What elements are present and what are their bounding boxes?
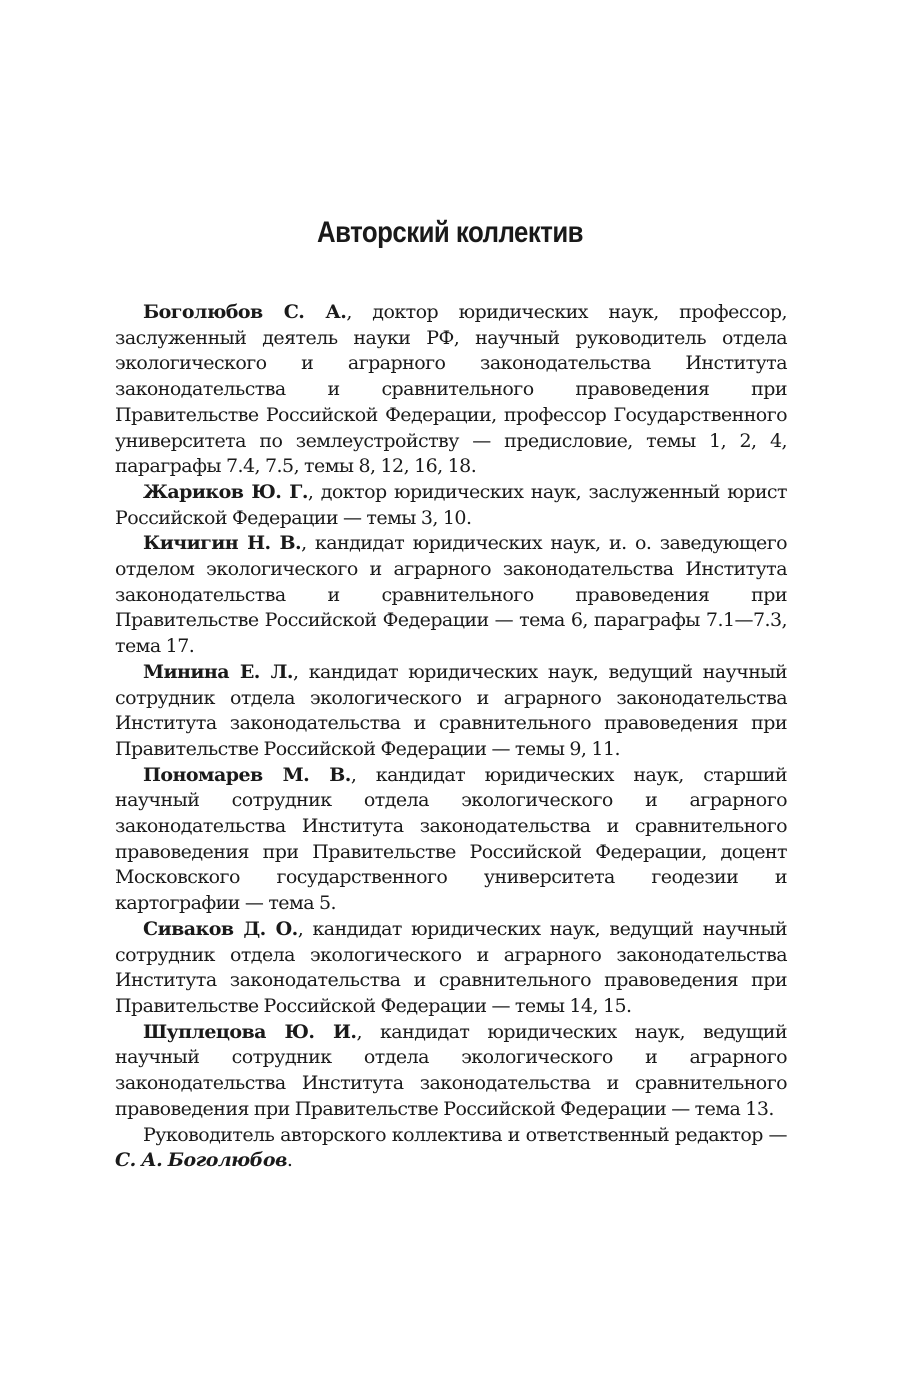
author-description: , кандидат юридических наук, ведущий научный сотрудник отдела экологического и аграрного законодательства Института законодательства и сравнительного правоведения при Правительстве Российской Федерации — темы 9, 11. <box>115 660 788 760</box>
author-entry <box>115 917 787 1020</box>
author-entry <box>115 763 787 917</box>
author-entry <box>115 300 787 480</box>
author-description: , доктор юридических наук, заслуженный юрист Российской Федерации — темы 3, 10. <box>115 480 787 529</box>
author-name: Шуплецова Ю. И. <box>143 1020 357 1043</box>
author-description: , кандидат юридических наук, и. о. заведующего отделом экологического и аграрного законодательства Института законодательства и сравнительного правоведения при Правительстве Российской Федерации — тема 6, параграфы 7.1—7.3, тема 17. <box>115 532 788 658</box>
authors-list <box>115 300 787 1174</box>
author-name: Боголюбов С. А. <box>143 301 347 323</box>
author-entry <box>115 531 787 660</box>
author-entry <box>115 480 787 531</box>
editor-name: С. А. Боголюбов <box>115 1149 287 1172</box>
author-description: , кандидат юридических наук, ведущий научный сотрудник отдела экологического и аграрного законодательства Института законодательства и сравнительного правоведения при Правительстве Российской Федерации — тема 13. <box>115 1020 787 1120</box>
page-title: Авторский коллектив <box>316 216 584 249</box>
author-entry <box>115 1020 787 1123</box>
author-name: Жариков Ю. Г. <box>143 480 308 503</box>
editor-note-text: Руководитель авторского коллектива и ответственный редактор — <box>143 1123 787 1146</box>
author-name: Минина Е. Л. <box>143 660 293 683</box>
author-description: , доктор юридических наук, профессор, заслуженный деятель науки РФ, научный руководитель отдела экологического и аграрного законодательства Института законодательства и сравнительного правоведения при Правительстве Российской Федерации, профессор Государственного университета по землеустройству — предисловие, темы 1, 2, 4, параграфы 7.4, 7.5, темы 8, 12, 16, 18. <box>115 301 787 478</box>
author-name: Кичигин Н. В. <box>143 532 302 555</box>
author-description: , кандидат юридических наук, старший научный сотрудник отдела экологического и аграрного законодательства Института законодательства и сравнительного правоведения при Правительстве Российской Федерации, доцент Московского государственного университета геодезии и картографии — тема 5. <box>115 763 787 915</box>
editor-note <box>115 1123 787 1174</box>
author-entry <box>115 660 787 763</box>
author-name: Сиваков Д. О. <box>143 917 298 940</box>
editor-note-ending: . <box>286 1149 293 1172</box>
author-description: , кандидат юридических наук, ведущий научный сотрудник отдела экологического и аграрного законодательства Института законодательства и сравнительного правоведения при Правительстве Российской Федерации — темы 14, 15. <box>115 917 788 1017</box>
author-name: Пономарев М. В. <box>143 763 351 786</box>
